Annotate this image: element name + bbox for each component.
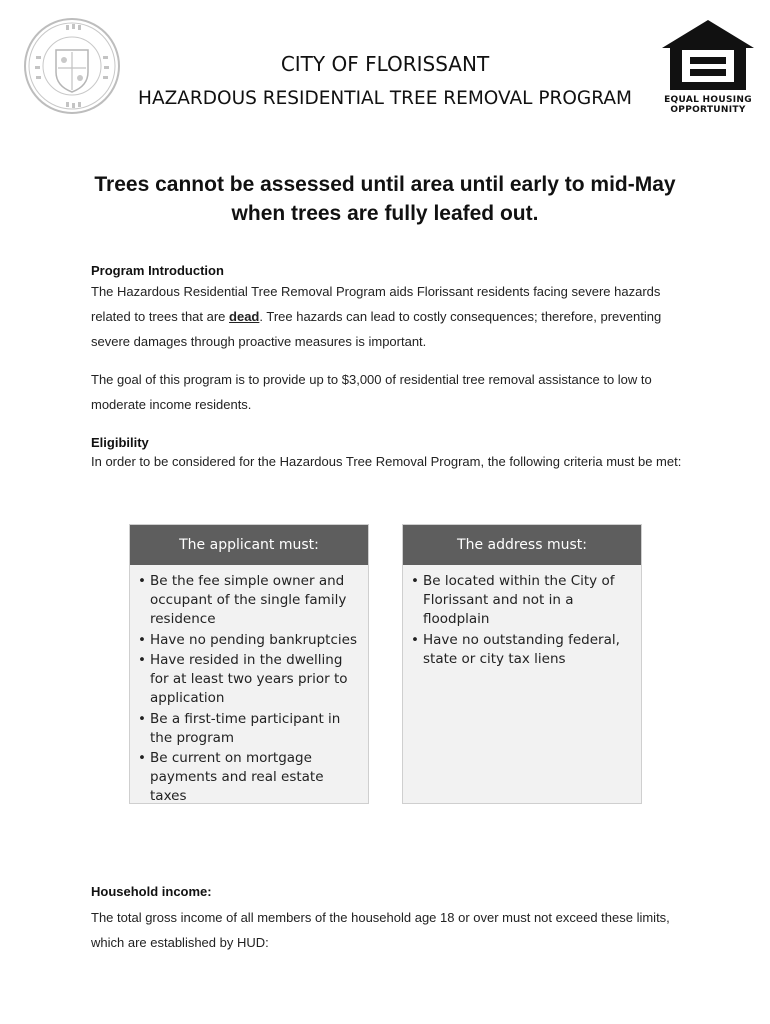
applicant-criteria-list	[130, 565, 368, 806]
eligibility-text: In order to be considered for the Hazardous Tree Removal Program, the following criteria must be met:	[91, 454, 682, 469]
household-income-heading: Household income:	[91, 884, 212, 899]
assessment-notice: Trees cannot be assessed until area until early to mid-May when trees are fully leafed out.	[94, 173, 676, 225]
applicant-criteria-box	[129, 524, 369, 804]
household-income-text: The total gross income of all members of the household age 18 or over must not exceed these limits, which are established by HUD:	[91, 910, 670, 950]
list-item: • Be current on mortgage payments and real estate taxes	[138, 749, 360, 806]
list-item: • Have no outstanding federal, state or city tax liens	[411, 631, 633, 669]
eligibility-heading: Eligibility	[91, 435, 149, 450]
address-criteria-list	[403, 565, 641, 669]
list-item: • Be a first-time participant in the program	[138, 710, 360, 748]
list-item: • Have no pending bankruptcies	[138, 631, 360, 650]
equal-housing-label: EQUAL HOUSING OPPORTUNITY	[664, 95, 752, 115]
intro-heading: Program Introduction	[91, 263, 224, 278]
intro-text: The Hazardous Residential Tree Removal Program aids Florissant residents facing severe hazards related to trees that are dead. Tree hazards can lead to costly consequences; therefore, preventing severe damages through proactive measures is important.	[91, 284, 662, 349]
list-item: • Be located within the City of Florissant and not in a floodplain	[411, 572, 633, 629]
applicant-box-title: The applicant must:	[130, 525, 368, 565]
address-criteria-box	[402, 524, 642, 804]
dead-emphasis: dead	[229, 309, 260, 324]
list-item: • Be the fee simple owner and occupant of the single family residence	[138, 572, 360, 629]
list-item: • Have resided in the dwelling for at least two years prior to application	[138, 651, 360, 708]
city-seal-icon	[22, 16, 122, 116]
goal-text: The goal of this program is to provide up to $3,000 of residential tree removal assistance to low to moderate income residents.	[91, 372, 652, 412]
city-title: CITY OF FLORISSANT	[280, 52, 490, 76]
program-title: HAZARDOUS RESIDENTIAL TREE REMOVAL PROGRAM	[138, 88, 632, 109]
address-box-title: The address must:	[403, 525, 641, 565]
